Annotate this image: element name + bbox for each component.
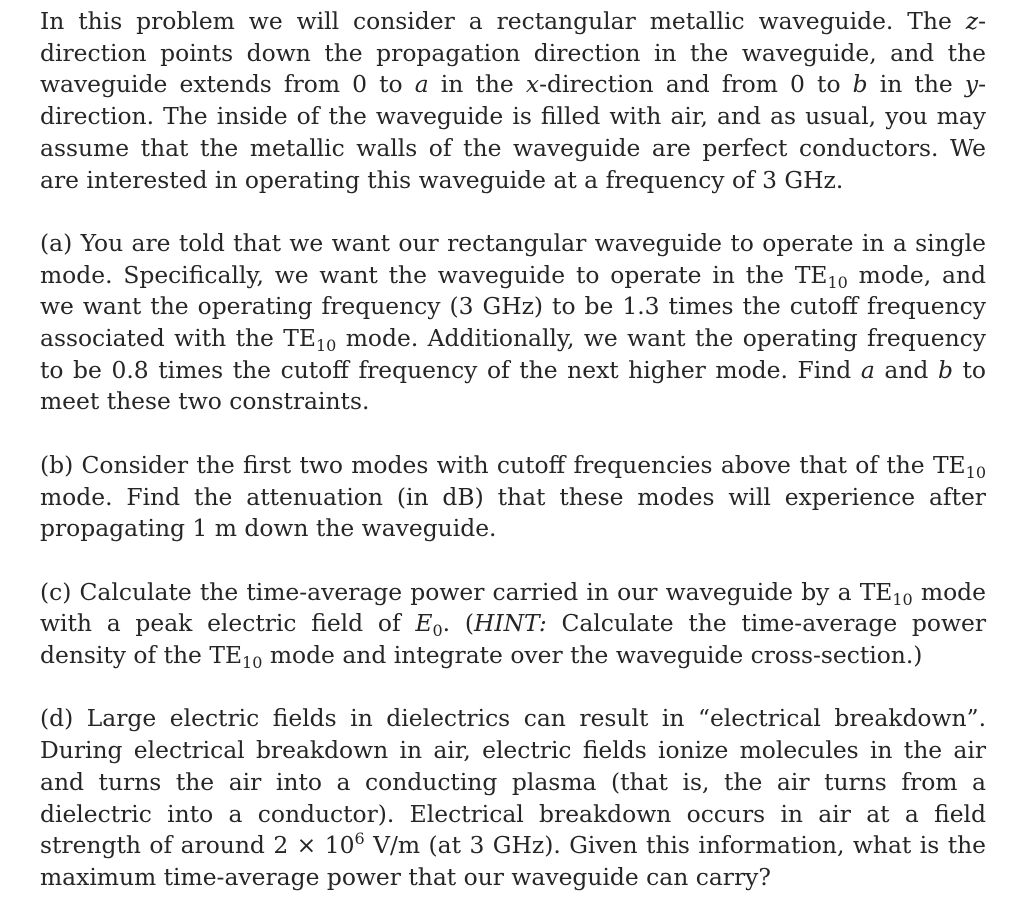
text-run: . (: [442, 609, 474, 638]
text-run: mode. Additionally, we want the operating frequency to be 0.8 times the cutoff frequency of the next higher mode. Find: [40, 324, 986, 384]
text-run: and: [874, 355, 938, 384]
math-variable: E: [415, 609, 433, 638]
mode-label: TE: [209, 641, 243, 670]
text-run: in the: [867, 70, 965, 99]
text-run: to meet these two constraints.: [40, 355, 986, 416]
mode-label: TE: [859, 577, 893, 606]
math-variable: y: [964, 70, 979, 99]
text-run: -direction and from 0 to: [539, 70, 853, 99]
text-run: mode. Find the attenuation (in dB) that these modes will experience after propagating 1 m down the waveguide.: [40, 482, 986, 543]
text-run: -direction points down the propagation direction in the waveguide, and the waveguide extends from 0 to: [40, 7, 986, 99]
part-b-paragraph: [40, 450, 986, 545]
text-run: (d) Large electric fields in dielectrics can result in “electrical breakdown”. During electrical breakdown in air, electric fields ionize molecules in the air and turns the air into a conducting plasma (that is, the air turns from a dielectric into a conductor). Electrical breakdown occurs in air at a field strength of around 2 × 10: [40, 704, 986, 860]
math-variable: x: [525, 70, 540, 99]
text-run: (a) You are told that we want our rectangular waveguide to operate in a single mode. Specifically, we want the waveguide to operate in the: [40, 228, 986, 289]
hint-label: HINT:: [473, 609, 547, 638]
math-variable: a: [414, 70, 429, 99]
exponent: 6: [354, 829, 365, 849]
part-d-paragraph: [40, 703, 986, 893]
mode-subscript: 10: [827, 272, 848, 292]
mode-label: TE: [932, 450, 966, 479]
math-variable: b: [937, 355, 953, 384]
text-run: mode with a peak electric field of: [40, 577, 986, 638]
text-run: In this problem we will consider a rectangular metallic waveguide. The: [40, 7, 966, 35]
text-run: V/m (at 3 GHz). Given this information, what is the maximum time-average power that our waveguide can carry?: [40, 831, 987, 891]
math-subscript: 0: [432, 621, 443, 641]
mode-subscript: 10: [892, 589, 913, 609]
math-variable: z: [965, 7, 979, 35]
text-run: Calculate the time-average power density of the: [40, 609, 987, 670]
mode-subscript: 10: [965, 462, 986, 482]
part-c-paragraph: [40, 577, 986, 672]
text-run: (c) Calculate the time-average power carried in our waveguide by a: [40, 577, 860, 606]
mode-subscript: 10: [315, 336, 337, 356]
text-run: -direction. The inside of the waveguide is filled with air, and as usual, you may assume that the metallic walls of the waveguide are perfect conductors. We are interested in operating this waveguide at a frequency of 3 GHz.: [40, 70, 986, 194]
part-a-paragraph: [40, 228, 986, 418]
text-run: mode and integrate over the waveguide cross-section.): [262, 641, 923, 670]
mode-label: TE: [794, 260, 828, 289]
mode-subscript: 10: [242, 653, 263, 673]
math-variable: b: [852, 70, 868, 99]
intro-paragraph: [40, 6, 986, 196]
text-run: (b) Consider the first two modes with cutoff frequencies above that of the: [40, 450, 933, 479]
math-variable: a: [860, 355, 875, 384]
text-run: mode, and we want the operating frequency (3 GHz) to be 1.3 times the cutoff frequency associated with the: [40, 260, 986, 353]
mode-label: TE: [283, 324, 316, 353]
problem-text: [40, 6, 986, 894]
text-run: in the: [428, 70, 526, 99]
